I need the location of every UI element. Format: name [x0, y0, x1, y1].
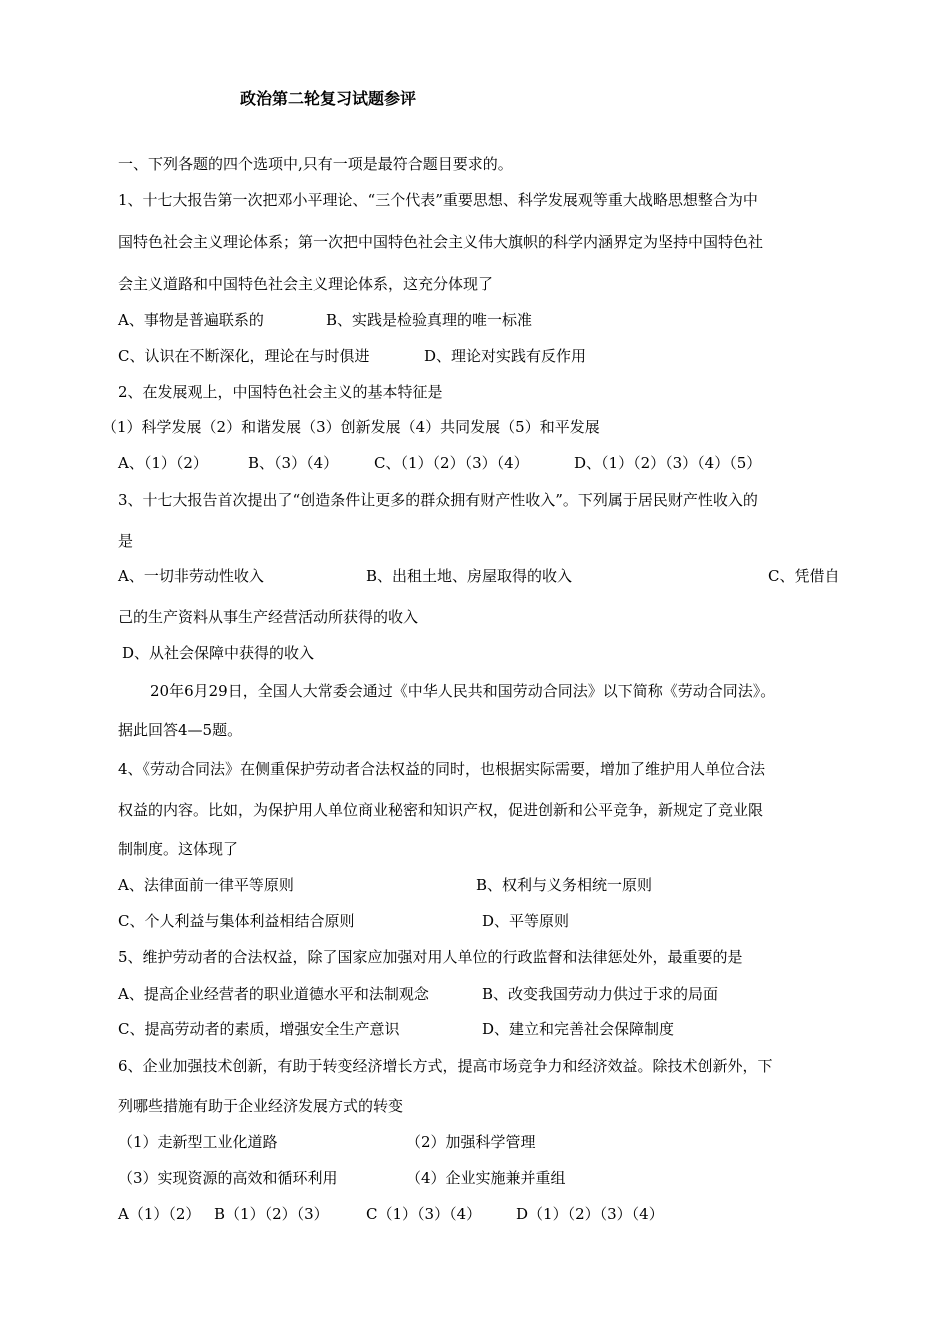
q1-options-row-2 — [118, 347, 587, 365]
q3-option-c-part-1: C、凭借自 — [768, 567, 840, 585]
q2-option-a: A、（1）（2） — [118, 454, 208, 472]
q1-stem-line-2: 国特色社会主义理论体系；第一次把中国特色社会主义伟大旗帜的科学内涵界定为坚持中国特色社 — [118, 233, 764, 251]
q6-options-row — [118, 1205, 664, 1223]
q5-options-row-1 — [118, 985, 719, 1003]
q5-option-b: B、改变我国劳动力供过于求的局面 — [482, 985, 719, 1003]
q4-option-c: C、个人利益与集体利益相结合原则 — [118, 912, 355, 930]
q2-option-b: B、（3）（4） — [248, 454, 339, 472]
intro-line-1: 20年6月29日，全国人大常委会通过《中华人民共和国劳动合同法》以下简称《劳动合同法》。 — [150, 682, 776, 700]
page-title: 政治第二轮复习试题参评 — [240, 89, 417, 108]
q1-options-row-1 — [118, 311, 533, 329]
q3-option-d: D、从社会保障中获得的收入 — [122, 644, 315, 662]
q1-stem-line-3: 会主义道路和中国特色社会主义理论体系，这充分体现了 — [118, 275, 494, 293]
q6-option-c: C（1）（3）（4） — [366, 1205, 482, 1223]
q3-options-row-1 — [118, 567, 840, 585]
q6-items-row-2 — [118, 1169, 566, 1187]
q4-option-b: B、权利与义务相统一原则 — [476, 876, 653, 894]
q3-option-c-part-2: 己的生产资料从事生产经营活动所获得的收入 — [118, 608, 419, 626]
q2-option-d: D、（1）（2）（3）（4）（5） — [574, 454, 762, 472]
q2-options-row — [118, 454, 762, 472]
q4-stem-line-1: 4、《劳动合同法》在侧重保护劳动者合法权益的同时，也根据实际需要，增加了维护用人单位合法 — [118, 760, 766, 778]
q2-stem: 2、在发展观上，中国特色社会主义的基本特征是 — [118, 383, 443, 401]
q2-option-c: C、（1）（2）（3）（4） — [374, 454, 529, 472]
q1-stem-line-1: 1、十七大报告第一次把邓小平理论、“三个代表”重要思想、科学发展观等重大战略思想整合为中 — [118, 191, 758, 209]
q6-items-row-1 — [118, 1133, 536, 1151]
section-heading: 一、下列各题的四个选项中,只有一项是最符合题目要求的。 — [118, 155, 513, 173]
q1-option-b: B、实践是检验真理的唯一标准 — [326, 311, 533, 329]
q1-option-d: D、理论对实践有反作用 — [424, 347, 587, 365]
q6-option-d: D（1）（2）（3）（4） — [516, 1205, 664, 1223]
q4-stem-line-3: 制制度。这体现了 — [118, 840, 239, 858]
q1-option-a: A、事物是普遍联系的 — [118, 311, 264, 329]
q3-stem-line-1: 3、十七大报告首次提出了“创造条件让更多的群众拥有财产性收入”。下列属于居民财产性收入的 — [118, 491, 758, 509]
q4-stem-line-2: 权益的内容。比如，为保护用人单位商业秘密和知识产权，促进创新和公平竞争，新规定了竞业限 — [118, 801, 764, 819]
q6-option-b: B（1）（2）（3） — [214, 1205, 329, 1223]
q5-option-a: A、提高企业经营者的职业道德水平和法制观念 — [118, 985, 429, 1003]
q4-options-row-1 — [118, 876, 653, 894]
q2-items: （1）科学发展（2）和谐发展（3）创新发展（4）共同发展（5）和平发展 — [102, 418, 600, 436]
q1-option-c: C、认识在不断深化，理论在与时俱进 — [118, 347, 370, 365]
q4-option-d: D、平等原则 — [482, 912, 570, 930]
q6-item-4: （4）企业实施兼并重组 — [406, 1169, 566, 1187]
q6-item-2: （2）加强科学管理 — [406, 1133, 536, 1151]
q3-stem-line-2: 是 — [118, 532, 134, 550]
q6-stem-line-2: 列哪些措施有助于企业经济发展方式的转变 — [118, 1097, 404, 1115]
q4-option-a: A、法律面前一律平等原则 — [118, 876, 294, 894]
q5-options-row-2 — [118, 1020, 675, 1038]
q3-option-a: A、一切非劳动性收入 — [118, 567, 264, 585]
q6-item-3: （3）实现资源的高效和循环利用 — [118, 1169, 338, 1187]
q6-option-a: A（1）（2） — [118, 1205, 201, 1223]
q5-option-c: C、提高劳动者的素质，增强安全生产意识 — [118, 1020, 400, 1038]
intro-line-2: 据此回答4—5题。 — [118, 721, 243, 739]
q5-option-d: D、建立和完善社会保障制度 — [482, 1020, 675, 1038]
q6-stem-line-1: 6、企业加强技术创新，有助于转变经济增长方式，提高市场竞争力和经济效益。除技术创新外，下 — [118, 1057, 773, 1075]
q6-item-1: （1）走新型工业化道路 — [118, 1133, 278, 1151]
q5-stem: 5、维护劳动者的合法权益，除了国家应加强对用人单位的行政监督和法律惩处外，最重要的是 — [118, 948, 743, 966]
q3-option-b: B、出租土地、房屋取得的收入 — [366, 567, 573, 585]
q4-options-row-2 — [118, 912, 570, 930]
